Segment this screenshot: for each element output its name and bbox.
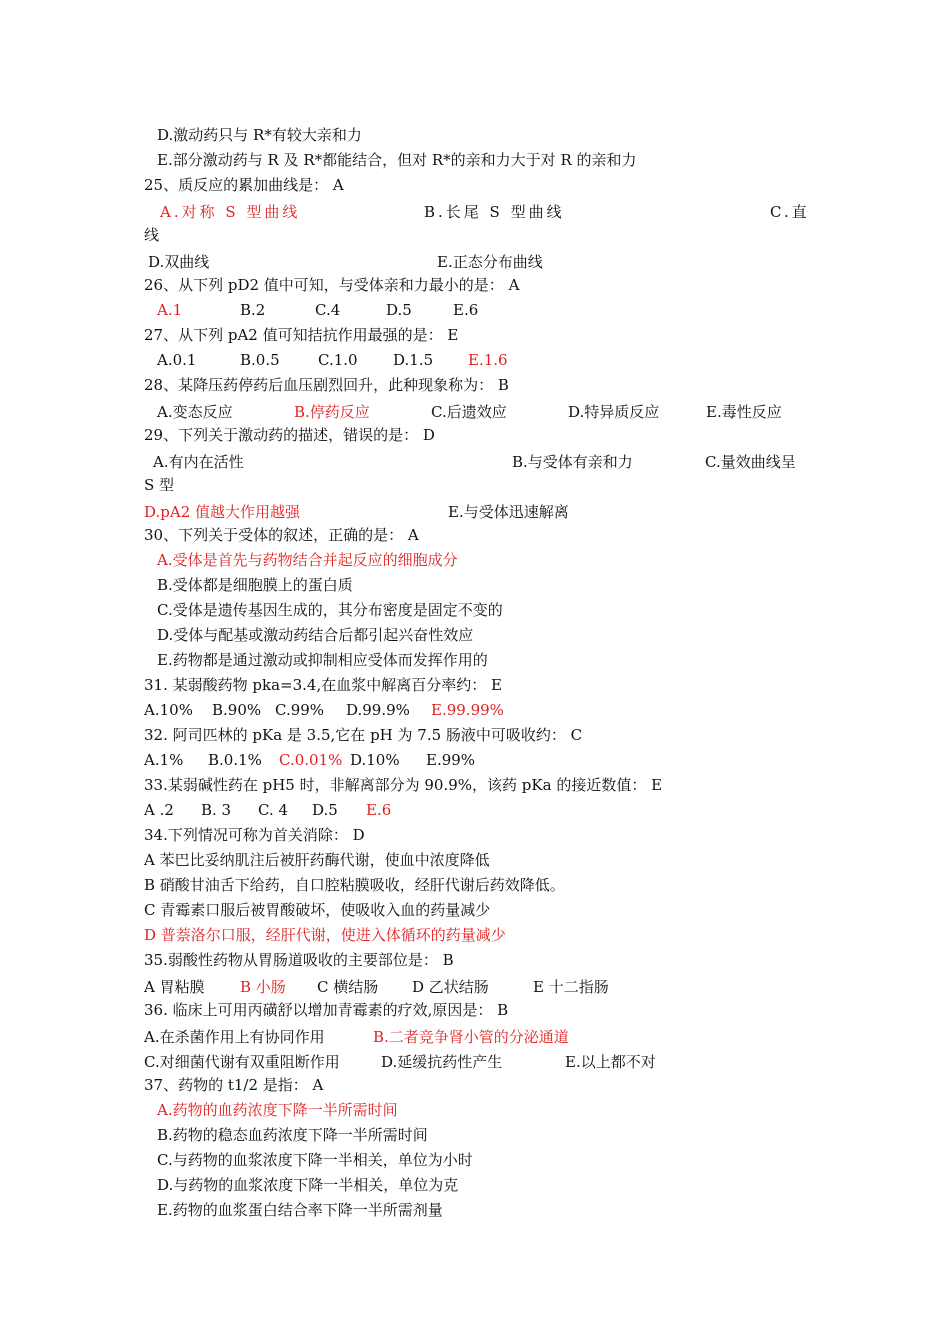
option: C. 4 [258, 801, 289, 819]
question-35: 35.弱酸性药物从胃肠道吸收的主要部位是： B [144, 951, 454, 969]
option: A .2 [144, 801, 174, 819]
answer-option: A.药物的血药浓度下降一半所需时间 [157, 1101, 398, 1119]
option: D.1.5 [393, 351, 434, 369]
option-line: E.部分激动药与 R 及 R*都能结合，但对 R*的亲和力大于对 R 的亲和力 [157, 151, 637, 169]
question-32: 32. 阿司匹林的 pKa 是 3.5,它在 pH 为 7.5 肠液中可吸收约： C [144, 726, 583, 744]
option: B.0.1% [208, 751, 262, 769]
question-26: 26、从下列 pD2 值中可知，与受体亲和力最小的是： A [144, 276, 520, 294]
option: C 横结肠 [317, 978, 379, 996]
option: A 苯巴比妥纳肌注后被肝药酶代谢，使血中浓度降低 [144, 851, 490, 869]
question-30: 30、下列关于受体的叙述，正确的是： A [144, 526, 419, 544]
question-28: 28、某降压药停药后血压剧烈回升，此种现象称为： B [144, 376, 509, 394]
question-29: 29、下列关于激动药的描述，错误的是： D [144, 426, 435, 444]
option: E.6 [453, 301, 479, 319]
option: D.延缓抗药性产生 [381, 1053, 503, 1071]
option: E.与受体迅速解离 [448, 503, 569, 521]
option: C 青霉素口服后被胃酸破坏，使吸收入血的药量减少 [144, 901, 491, 919]
option: B.90% [212, 701, 262, 719]
option: D.5 [312, 801, 338, 819]
option: E.99% [426, 751, 476, 769]
option: B.0.5 [240, 351, 280, 369]
option: B 硝酸甘油舌下给药，自口腔粘膜吸收，经肝代谢后药效降低。 [144, 876, 565, 894]
question-27: 27、从下列 pA2 值可知拮抗作用最强的是： E [144, 326, 459, 344]
option: D.99.9% [346, 701, 410, 719]
answer-option: C.0.01% [279, 751, 343, 769]
answer-option: A.对称 S 型曲线 [160, 203, 301, 221]
answer-option: B 小肠 [240, 978, 286, 996]
option: C.后遗效应 [431, 403, 507, 421]
option: C.99% [275, 701, 325, 719]
option: A.在杀菌作用上有协同作用 [144, 1028, 325, 1046]
option: D.5 [386, 301, 412, 319]
option: A.10% [144, 701, 193, 719]
question-37: 37、药物的 t1/2 是指： A [144, 1076, 324, 1094]
option: D 乙状结肠 [412, 978, 489, 996]
question-33: 33.某弱碱性药在 pH5 时，非解离部分为 90.9%，该药 pKa 的接近数值： E [144, 776, 663, 794]
answer-option: A.1 [157, 301, 183, 319]
option: A.变态反应 [157, 403, 233, 421]
option: C.直 [770, 203, 810, 221]
answer-option: B.停药反应 [294, 403, 370, 421]
option: C.对细菌代谢有双重阻断作用 [144, 1053, 340, 1071]
option: E.毒性反应 [706, 403, 782, 421]
option: C.1.0 [318, 351, 358, 369]
option: E.药物的血浆蛋白结合率下降一半所需剂量 [157, 1201, 443, 1219]
answer-option: B.二者竞争肾小管的分泌通道 [373, 1028, 569, 1046]
option: B. 3 [201, 801, 232, 819]
option: D.特异质反应 [568, 403, 660, 421]
option: E.正态分布曲线 [437, 253, 543, 271]
question-31: 31. 某弱酸药物 pka=3.4,在血浆中解离百分率约： E [144, 676, 502, 694]
option: B.受体都是细胞膜上的蛋白质 [157, 576, 353, 594]
answer-option: A.受体是首先与药物结合并起反应的细胞成分 [157, 551, 458, 569]
option: A.有内在活性 [153, 453, 244, 471]
option: B.长尾 S 型曲线 [424, 203, 565, 221]
answer-option: E.99.99% [431, 701, 504, 719]
option: D.10% [350, 751, 400, 769]
option: C.受体是遗传基因生成的，其分布密度是固定不变的 [157, 601, 503, 619]
question-36: 36. 临床上可用丙磺舒以增加青霉素的疗效,原因是： B [144, 1001, 509, 1019]
question-25: 25、质反应的累加曲线是： A [144, 176, 344, 194]
answer-option: D 普萘洛尔口服，经肝代谢，使进入体循环的药量减少 [144, 926, 506, 944]
option: B.与受体有亲和力 [512, 453, 633, 471]
answer-option: E.1.6 [468, 351, 508, 369]
question-34: 34.下列情况可称为首关消除： D [144, 826, 365, 844]
option: D.双曲线 [148, 253, 210, 271]
option: D.受体与配基或激动药结合后都引起兴奋性效应 [157, 626, 474, 644]
answer-option: E.6 [366, 801, 392, 819]
option: A.1% [144, 751, 184, 769]
option: D.与药物的血浆浓度下降一半相关，单位为克 [157, 1176, 459, 1194]
option-line: D.激动药只与 R*有较大亲和力 [157, 126, 362, 144]
option-wrap: 线 [144, 226, 160, 244]
option: B.药物的稳态血药浓度下降一半所需时间 [157, 1126, 428, 1144]
option: E 十二指肠 [533, 978, 609, 996]
option: E.以上都不对 [565, 1053, 656, 1071]
option: B.2 [240, 301, 266, 319]
option-wrap: S 型 [144, 476, 175, 494]
answer-option: D.pA2 值越大作用越强 [144, 503, 301, 521]
option: C.量效曲线呈 [705, 453, 796, 471]
option: A 胃粘膜 [144, 978, 205, 996]
option: E.药物都是通过激动或抑制相应受体而发挥作用的 [157, 651, 488, 669]
option: C.与药物的血浆浓度下降一半相关，单位为小时 [157, 1151, 473, 1169]
option: A.0.1 [157, 351, 197, 369]
option: C.4 [315, 301, 341, 319]
